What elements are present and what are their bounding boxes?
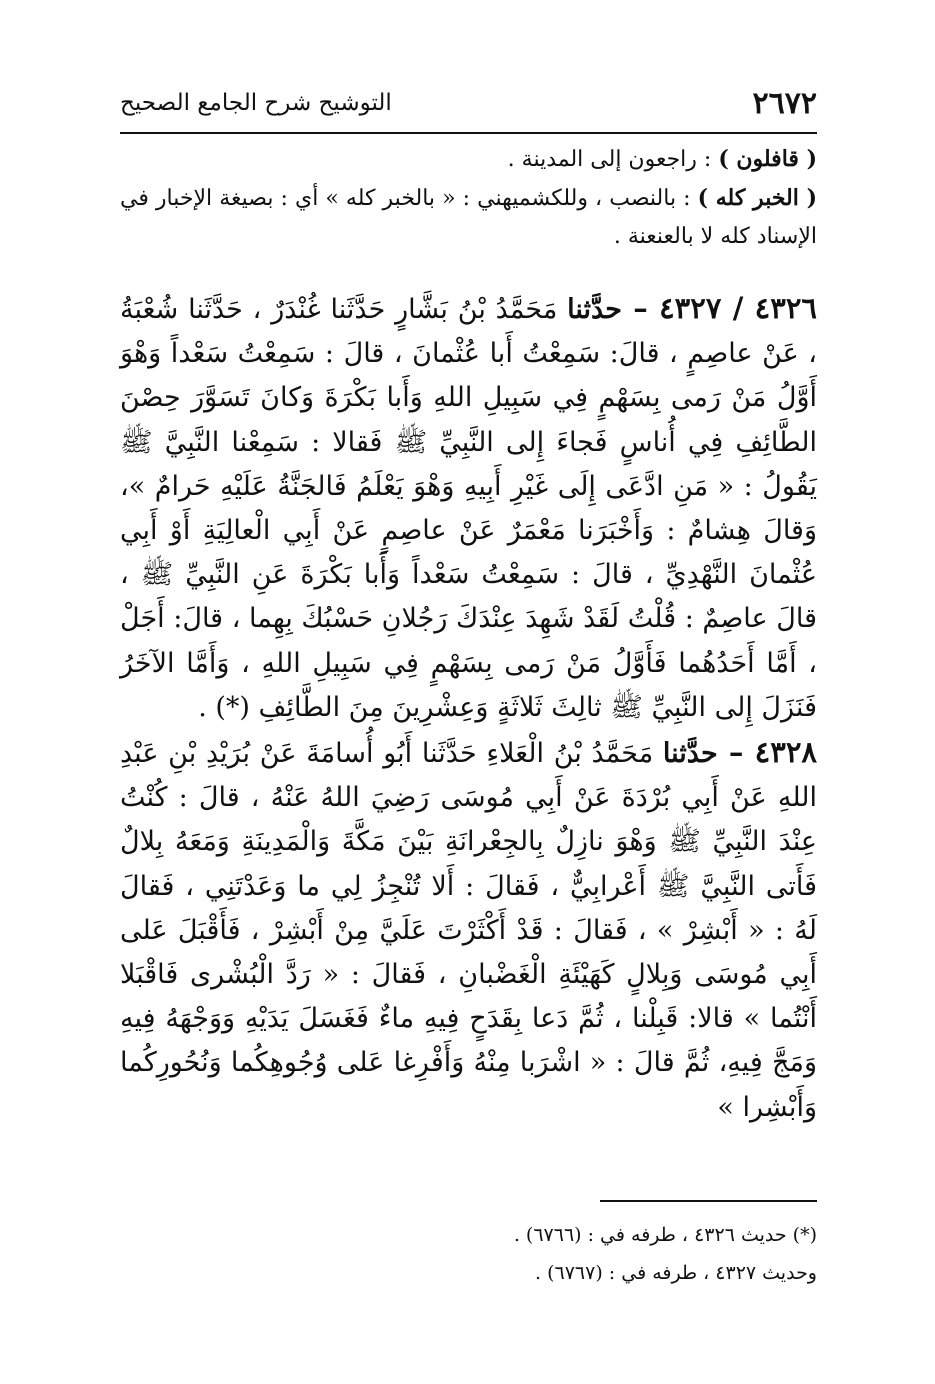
footnote-rule [600,1200,817,1202]
note-term: ( الخبر كله ) [697,185,817,211]
note-term: ( قافلون ) [718,146,817,172]
note-text: : بالنصب ، وللكشميهني : « بالخبر كله » أي : بصيغة الإخبار في الإسناد كله لا بالعنعنة . [120,186,817,249]
note-alkhabar [120,179,817,256]
hadith-body: مَحَمَّدُ بْنُ بَشَّارٍ حَدَّثَنا غُنْدَرٌ ، حَدَّثَنا شُعْبَةُ ، عَنْ عاصِمٍ ، قالَ: سَمِعْتُ أَبا عُثْمانَ ، قالَ : سَمِعْتُ سَعْداً وَهْوَ أَوَّلُ مَنْ رَمى بِسَهْمٍ فِي سَبِيلِ اللهِ وَأَبا بَكْرَةَ وَكانَ تَسَوَّرَ حِصْنَ الطَّائِفِ فِي أُناسٍ فَجاءَ إِلى النَّبِيِّ ﷺ فَقالا : سَمِعْنا النَّبِيَّ ﷺ يَقُولُ : « مَنِ ادَّعَى إِلَى غَيْرِ أَبِيهِ وَهْوَ يَعْلَمُ فَالجَنَّةُ عَلَيْهِ حَرامٌ »، وَقالَ هِشامٌ : وَأَخْبَرَنا مَعْمَرٌ عَنْ عاصِمٍ عَنْ أَبِي الْعالِيَةِ أَوْ أَبِي عُثْمانَ النَّهْدِيِّ ، قالَ : سَمِعْتُ سَعْداً وَأَبا بَكْرَةَ عَنِ النَّبِيِّ ﷺ ، قالَ عاصِمٌ : قُلْتُ لَقَدْ شَهِدَ عِنْدَكَ رَجُلانِ حَسْبُكَ بِهِما ، قالَ: أَجَلْ ، أَمَّا أَحَدُهُما فَأَوَّلُ مَنْ رَمى بِسَهْمٍ فِي سَبِيلِ اللهِ ، وَأَمَّا الآخَرُ فَنَزَلَ إِلى النَّبِيِّ ﷺ ثالِثَ ثَلاثَةٍ وَعِشْرِينَ مِنَ الطَّائِفِ (*) . [120,294,817,723]
hadith-4326-4327 [120,286,817,730]
note-text: : راجعون إلى المدينة . [507,147,719,172]
hadith-text [120,286,817,1130]
hadith-4328 [120,730,817,1130]
hadith-lead: حدَّثنا [567,294,622,325]
hadith-number: ٤٣٢٦ / ٤٣٢٧ – [621,291,817,325]
hadith-lead: حدَّثنا [662,738,718,770]
note-qafilun [120,140,817,179]
footnote-2: وحديث ٤٣٢٧ ، طرفه في : (٦٧٦٧) . [535,1262,817,1284]
commentary-notes [120,140,817,256]
header-rule [120,132,817,134]
footnote-1: (*) حديث ٤٣٢٦ ، طرفه في : (٦٧٦٦) . [513,1224,817,1246]
footnotes [120,1216,817,1292]
hadith-number: ٤٣٢٨ – [717,735,817,770]
page-number: ٢٦٧٢ [752,86,817,121]
hadith-body: مَحَمَّدُ بْنُ الْعَلاءِ حَدَّثَنا أَبُو أُسامَةَ عَنْ بُرَيْدِ بْنِ عَبْدِ اللهِ عَنْ أَبِي بُرْدَةَ عَنْ أَبِي مُوسَى رَضِيَ اللهُ عَنْهُ ، قالَ : كُنْتُ عِنْدَ النَّبِيِّ ﷺ وَهْوَ نازِلٌ بِالجِعْرانَةِ بَيْنَ مَكَّةَ وَالْمَدِينَةِ وَمَعَهُ بِلالٌ فَأَتى النَّبِيَّ ﷺ أَعْرابِيٌّ ، فَقالَ : أَلا تُنْجِزُ لِي ما وَعَدْتَنِي ، فَقالَ لَهُ : « أَبْشِرْ » ، فَقالَ : قَدْ أَكْثَرْتَ عَلَيَّ مِنْ أَبْشِرْ ، فَأَقْبَلَ عَلى أَبِي مُوسَى وَبِلالٍ كَهَيْئَةِ الْغَضْبانِ ، فَقالَ : « رَدَّ الْبُشْرى فَاقْبَلا أَنْتُما » قالا: قَبِلْنا ، ثُمَّ دَعا بِقَدَحٍ فِيهِ ماءٌ فَغَسَلَ يَدَيْهِ وَوَجْهَهُ فِيهِ وَمَجَّ فِيهِ، ثُمَّ قالَ : « اشْرَبا مِنْهُ وَأَفْرِغا عَلى وُجُوهِكُما وَنُحُورِكُما وَأَبْشِرا » [120,738,817,1123]
running-title: التوشيح شرح الجامع الصحيح [120,90,392,116]
page-header [120,86,817,126]
